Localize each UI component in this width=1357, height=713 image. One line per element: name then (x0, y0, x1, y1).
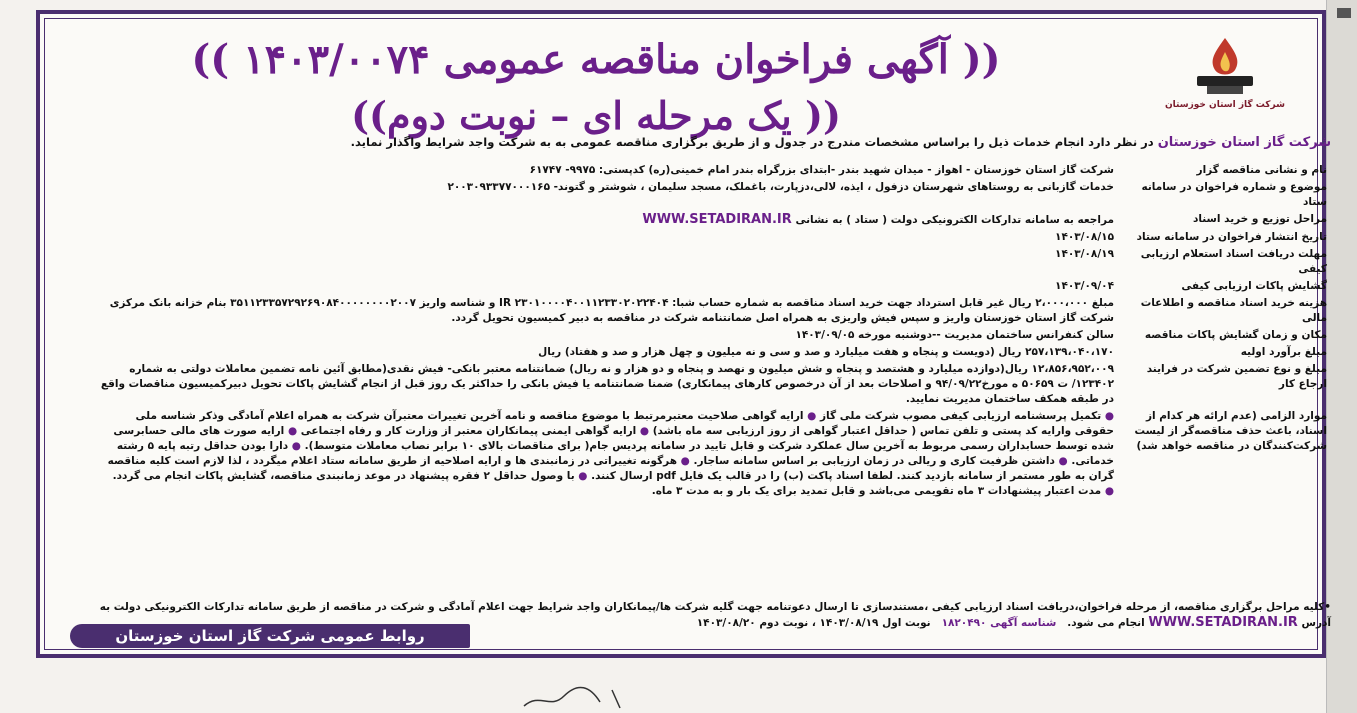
requirement-item: ارایه گواهی ایمنی پیمانکاران معتبر از وزارت کار و رفاه اجتماعی (300, 425, 637, 437)
row-value-text: مراجعه به سامانه تدارکات الکترونیکی دولت ( ستاد ) به نشانی (795, 214, 1114, 226)
bullet-icon: ● (284, 425, 298, 437)
row-value: ۱۲،۸۵۶،۹۵۲،۰۰۹ ریال(دوازده میلیارد و هشتصد و پنجاه و شش میلیون و نهصد و پنجاه و دو هزار و نه ریال) ضمانتنامه معتبر بانکی- فیش نقدی(مطابق آئین نامه تضمین معاملات دولتی به شماره ۱۲۳۴۰۲/ ت ۵۰۶۵۹ ه مورخ۹۴/۰۹/۲۲ و اصلاحات بعد از آن درخصوص کارهای پیمانکاری) ضمنا ضمانتنامه یا فیش بانکی را حداکثر یک روز قبل از انجام گشایش پاکات تحویل دبیرکمیسیون مناقصات واقع در طبقه همکف ساختمان مدیریت نمایید. (100, 363, 1114, 405)
table-row (96, 211, 1331, 229)
handwritten-mark-icon (520, 682, 640, 712)
row-value: ۱۴۰۳/۰۸/۱۵ (1055, 231, 1114, 243)
requirement-item: مدت اعتبار پیشنهادات ۳ ماه تقویمی می‌باشد و قابل تمدید برای یک بار و به مدت ۳ ماه. (651, 485, 1102, 497)
table-row (96, 229, 1331, 246)
table-row (96, 278, 1331, 295)
table-row (96, 162, 1331, 179)
table-row (96, 327, 1331, 344)
row-value: مبلغ ۲،۰۰۰،۰۰۰ ریال غیر قابل استرداد جهت خرید اسناد مناقصه به شماره حساب شبا: IR ۲۳۰۱۰۰۰۰۴۰۰۱۱۲۳۳۰۲۰۲۲۴۰۴ و شناسه واریز ۳۵۱۱۲۳۳۵۷۲۹۲۶۹۰۸۴۰۰۰۰۰۰۰۰۲۰۰۷ بنام خزانه بانک مرکزی شرکت گاز استان خوزستان واریز و سپس فیش واریزی به همراه اصل ضمانتنامه شرکت در مناقصه به دبیر کمیسیون تحویل گردد. (109, 297, 1114, 324)
row-label: هزینه خرید اسناد مناقصه و اطلاعات مالی (1140, 297, 1327, 324)
requirements-list (96, 408, 1118, 500)
announcement-title (100, 32, 1092, 144)
bullet-icon: ● (636, 425, 650, 437)
requirement-item: ارایه گواهی صلاحیت معتبرمرتبط با موضوع مناقصه و نامه آخرین تغییرات معتبرآن شرکت به همراه اعلام آمادگی وذکر شناسه ملی حقوقی وارایه کد پستی و تلفن تماس ( حداقل اعتبار گواهی از روز ارزیابی سه ماه باشد) (135, 410, 1114, 437)
requirement-item: هرگونه تغییراتی در زمانبندی ها و ارایه اصلاحیه از طریق سامانه ستاد اعلام میگردد ، لذا لازم است کلیه مناقصه گران به طور مستمر از سامانه بازدید کنند. لطفا اسناد پاکت (ب) را در قالب یک فایل pdf ارسال کنند. (107, 455, 1114, 482)
row-label: مهلت دریافت اسناد استعلام ارزیابی کیفی (1140, 248, 1327, 275)
bullet-icon: ● (803, 410, 817, 422)
intro-paragraph (111, 135, 1331, 150)
table-row (96, 361, 1331, 408)
tender-details-table (96, 162, 1331, 500)
bullet-icon: ● (1101, 485, 1114, 497)
bullet-icon: ● (677, 455, 690, 467)
bullet-icon: ● (288, 440, 301, 452)
row-value: خدمات گازبانی به روستاهای شهرستان دزفول ، ایذه، لالی،دزپارت، باغملک، مسجد سلیمان ، شوشتر و گتوند- ۲۰۰۳۰۹۳۳۷۷۰۰۰۱۶۵ (447, 181, 1114, 193)
row-label: مکان و زمان گشایش پاکات مناقصه (1144, 329, 1327, 341)
row-label: نام و نشانی مناقصه گزار (1196, 164, 1327, 176)
footer-text-end: انجام می شود. (1067, 617, 1145, 629)
setad-link[interactable]: WWW.SETADIRAN.IR (642, 212, 792, 227)
company-logo (1150, 34, 1300, 134)
publish-dates: نوبت اول ۱۴۰۳/۰۸/۱۹ ، نوبت دوم ۱۴۰۳/۰۸/۲۰ (696, 617, 931, 629)
table-row (96, 408, 1331, 500)
row-label: مراحل توزیع و خرید اسناد (1192, 213, 1327, 225)
row-value: ۲۵۷،۱۳۹،۰۴۰،۱۷۰ ریال (دویست و پنجاه و هفت میلیارد و صد و سی و نه میلیون و چهل هزار و صد و هفتاد) ریال (538, 346, 1114, 358)
gas-flame-logo-icon (1185, 34, 1265, 98)
requirement-item: داشتن ظرفیت کاری و ریالی در زمان ارزیابی بر اساس سامانه ساجار. (693, 455, 1055, 467)
row-value: ۱۴۰۳/۰۹/۰۴ (1055, 280, 1114, 292)
title-line-1: (( آگهی فراخوان مناقصه عمومی ۱۴۰۳/۰۰۷۴ )) (191, 36, 1001, 83)
requirement-item: ارایه صورت های مالی حسابرسی شده توسط حسابداران رسمی مربوط به آخرین سال عملکرد شرکت و قابل تایید در سامانه پردیس جام( برای مناقصات بالای ۱۰ برابر نصاب معاملات متوسط). (113, 425, 1114, 452)
row-label: گشایش پاکات ارزیابی کیفی (1181, 280, 1327, 292)
public-relations-banner: روابط عمومی شرکت گاز استان خوزستان (70, 624, 470, 648)
row-label: تاریخ انتشار فراخوان در سامانه ستاد (1136, 231, 1327, 243)
footer-text: •کلیه مراحل برگزاری مناقصه، از مرحله فراخوان،دریافت اسناد ارزیابی کیفی ،مستندسازی تا ارسال دعوتنامه جهت گلیه شرکت ها/پیمانکاران واجد شرایط جهت اعلام آمادگی و شرکت در مناقصه از طریق سامانه تدارکات الکترونیکی دولت به آدرس (99, 601, 1331, 629)
table-row (96, 295, 1331, 327)
row-label: مبلغ و نوع تضمین شرکت در فرایند ارجاع کار (1146, 363, 1327, 390)
bullet-icon: ● (574, 470, 588, 482)
row-label: مبلغ برآورد اولیه (1240, 346, 1327, 358)
ad-number: شناسه آگهی ۱۸۲۰۴۹۰ (941, 617, 1057, 629)
row-value: شرکت گاز استان خوزستان - اهواز - میدان شهید بندر -ابتدای بزرگراه بندر امام خمینی(ره) کدپستی: ۹۹۷۵- ۶۱۷۴۷ (529, 164, 1114, 176)
requirement-item: دارا بودن حداقل رتبه پایه ۵ رشته خدماتی. (116, 440, 1114, 467)
logo-caption: شرکت گاز استان خوزستان (1165, 100, 1285, 110)
table-row (96, 246, 1331, 278)
title-line-2: (( یک مرحله ای – نوبت دوم)) (351, 93, 841, 138)
bullet-icon: ● (1054, 455, 1068, 467)
intro-company: شرکت گاز استان خوزستان (1157, 135, 1331, 150)
row-label: موضوع و شماره فراخوان در سامانه ستاد (1141, 181, 1327, 208)
table-row (96, 179, 1331, 211)
row-value (96, 211, 1118, 229)
requirements-label: موارد الزامی (عدم ارائه هر کدام از اسناد، باعث حذف مناقصه‌گر از لیست شرکت‌کنندگان در مناقصه خواهد شد) (1134, 410, 1327, 452)
row-value: سالن کنفرانس ساختمان مدیریت --دوشنبه مورخه ۱۴۰۳/۰۹/۰۵ (795, 329, 1114, 341)
requirement-item: با وصول حداقل ۲ فقره پیشنهاد در موعد زمانبندی مناقصه، گشایش پاکات انجام می گردد. (112, 470, 575, 482)
intro-text: در نظر دارد انجام خدمات ذیل را براساس مشخصات مندرج در جدول و از طریق برگزاری مناقصه عمومی به به شرکت واجد شرایط واگذار نماید. (350, 135, 1154, 149)
row-value: ۱۴۰۳/۰۸/۱۹ (1055, 248, 1114, 260)
table-row (96, 344, 1331, 361)
bullet-icon: ● (1101, 410, 1114, 422)
footer-setad-link[interactable]: WWW.SETADIRAN.IR (1148, 615, 1298, 630)
requirement-item: تکمیل پرسشنامه ارزیابی کیفی مصوب شرکت ملی گاز (819, 410, 1102, 422)
scan-mark (1337, 8, 1351, 18)
